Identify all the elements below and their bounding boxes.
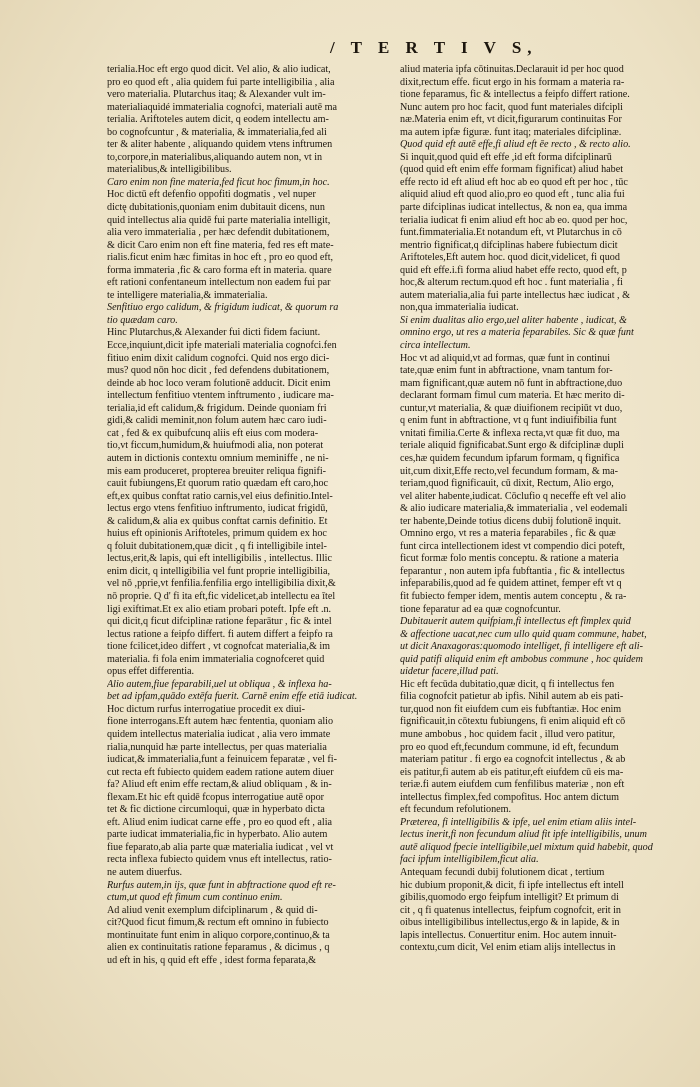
text-line: huius eft opinionis Ariftoteles, primum quidem ex hoc [107,528,327,540]
text-line: fitiuo enim dixit calidum cognofci. Quid nos ergo dici- [107,352,330,364]
text-line: terialia. Ariftoteles autem dicit, q eodem intellectu am- [107,114,329,126]
text-line: eft,ex quibus conftat ratio carnis,vel eius definitio.Intel- [107,490,333,502]
text-line: materiam patitur . fi ergo ea cognofcit intellectus , & ab [400,754,626,766]
text-line: lectus ergo vtens fenfitiuo inftrumento, iudicat frigidū, [107,503,328,515]
text-line: Hoc dictū eft defenfio oppofiti dogmatis , vel nuper [107,189,316,201]
text-line: quid patifi aliquid enim eft ambobus commune , hoc quidem [400,653,643,665]
text-line: Nunc autem pro hoc facit, quod funt materiales difcipli [400,101,623,113]
left-text-column [107,64,392,967]
text-line: fione interrogans.Eft autem hæc fententia, quoniam alio [107,716,334,728]
text-line: aliquid aliud eft quod alio,pro eo quod eft , tunc alia fui [400,189,625,201]
text-line: alien ex continuitatis ratione feparamus , & dicimus , q [107,942,330,954]
text-line: Ecce,inquiunt,dicit ipfe materiali materialia cognofci.fen [107,340,337,352]
text-line: pro eo quod eft,fecundum commune, id eft, fecundum [400,741,619,753]
text-line: lapis intellectus. Conuertitur enim. Hoc autem innuit- [400,929,617,941]
text-line: fiue feparato,ab alia parte quæ materialia iudicat , vel vt [107,841,334,853]
running-head: / T E R T I V S, [330,38,538,57]
text-line: lectus inerit,fi non fecundum aliud fit ipfe intelligibilis, unum [400,829,647,841]
text-line: tet & fic dictione circumloqui, quæ in hyperbato dicta [107,804,325,816]
text-line: teriale aliquid fignificabat.Sunt ergo & difciplinæ dupli [400,440,624,452]
text-line: vel nō ,pprie,vt fenfilia.fenfilia ergo intelligibilia dixit,& [107,578,336,590]
text-line: intellectum fenfitiuo vtentem inftrumento , iudicare ma- [107,390,334,402]
text-line: Præterea, fi intelligibilis & ipfe, uel enim etiam aliis intel- [400,816,637,828]
text-line: funt circa intellectionem idest vt compendio dici poteft, [400,540,625,552]
text-line: effe recto id eft aliud eft hoc ab eo quod eft per hoc , tūc [400,176,628,188]
text-line: & calidum,& alia ex quibus conftat carnis definitio. Et [107,515,328,527]
text-line: tione feparatur ad ea quæ cognofcuntur. [400,603,561,615]
text-line: quid eft effe.i.fi forma aliud habet effe recto, quod eft, p [400,264,627,276]
text-line: gidi,& calidi meminit,non folum autem hæc caro iudi- [107,415,327,427]
text-line: funt.fimmaterialia.Et notandum eft, vt Plutarchus in cō [400,227,622,239]
text-line: ces,hæ quidem fecundum ipfarum formam, q fignifica [400,452,620,464]
text-line: eis patitur,fi autem ab eis patitur,eft eiufdem cū eis ma- [400,766,624,778]
text-line: autem in dictionis contextu omnium meminiffe , ne ni- [107,452,329,464]
text-line: ma autem ipfæ figuræ. funt itaq; materiales difciplinæ. [400,126,622,138]
text-line: ut dicit Anaxagoras:quomodo intelliget, fi intelligere eft ali- [400,641,643,653]
text-line: Hic eft fecūda dubitatio,quæ dicit, q fi intellectus fen [400,678,615,690]
text-line: (quod quid eft enim effe formam fignificat) aliud habet [400,164,624,176]
text-line: Ariftoteles,Eft autem hoc. quod dicit,videlicet, fi quod [400,252,620,264]
text-line: ter & aliter habente , aliquando quidem vtens inftrumen [107,139,333,151]
text-line: Dubitauerit autem quifpiam,fi intellectus eft fimplex quid [400,616,631,628]
text-line: teriæ.fi autem eiufdem cum fenfilibus materiæ , non eft [400,779,625,791]
text-line: vero materialia. Plutarchus itaq; & Alexander vult im- [107,89,326,101]
text-line: flexam.Et hic eft quidē fcopus interrogatiue autē opor [107,791,325,803]
text-line: feparantur , non autem ipfa fubftantia , fic & intellectus [400,565,625,577]
text-line: alia vero immaterialia , per hæc defendit dubitationem, [107,227,330,239]
text-line: pro eo quod eft , alia quidem fui parte intelligibilia , alia [107,76,335,88]
text-line: uit,cum dixit,Effe recto,vel fecundum formam, & ma- [400,465,618,477]
text-line: cat , fed & ex quibufcunq aliis eft eius com modera- [107,427,319,439]
text-line: mis eam produceret, propterea breuiter reliqua fignifi- [107,465,326,477]
text-line: fit fubiecto femper idem, mentis autem conceptu , & ra- [400,590,627,602]
text-line: mentrio fignificat,q difciplinas habere fubiectum dicit [400,239,618,251]
text-line: Ad aliud venit exemplum difciplinarum , & quid di- [107,904,318,916]
text-line: lectus,erit,& lapis, qui eft intelligibilis , intellectus. Illic [107,553,332,565]
text-line: bet ad ipfam,quādo extēfa fuerit. Carnē enim effe etiā iudicat. [107,691,358,703]
text-line: ud eft in his, q quid eft effe , idest forma feparata,& [107,954,316,966]
text-line: materialia. fi fola enim immaterialia cognofceret quid [107,653,325,665]
text-line: tio,vt ficcum,humidum,& huiufmodi alia, non poterat [107,440,324,452]
text-line: fa? Aliud eft enim effe rectam,& aliud obliquam , & in- [107,779,332,791]
text-line: tur,quod non fit eiufdem cum eis fubftantiæ. Hoc enim [400,703,622,715]
text-line: rialis.ficut enim hæc fimitas in hoc eft , pro eo quod eft, [107,252,334,264]
text-line: vnitati fimilia.Certe & inflexa recta,vt quæ fit duo, ma [400,427,620,439]
text-line: declarant formam fimul cum materia. Et hæc merito di- [400,390,625,402]
text-line: faci ipfum intelligibilem,ficut alia. [400,854,539,866]
text-line: autē aliquod fpecie intelligibile,uel mixtum quid habebit, quod [400,841,653,853]
text-line: materialiaquidé immaterialia cognofci, materiali autē ma [107,101,337,113]
text-line: nō proprie. Q d' fi ita eft,fic videlicet,ab intellectu ea ītel [107,590,336,602]
text-line: & dicit Caro enim non eft fine materia, fed res eft mate- [107,239,334,251]
text-line: ligi exiftimat.Et ex alio etiam probari poteft. Ipfe eft .n. [107,603,332,615]
text-line: opus effet differentia. [107,666,195,678]
text-line: filia cognofcit patietur ab ipfis. Nihil autem ab eis pati- [400,691,624,703]
text-line: aliud materia ipfa cōtinuitas.Declarauit id per hoc quod [400,64,624,75]
text-line: recta inflexa fubiecto quidem vnus eft intellectus, ratio- [107,854,332,866]
text-line: materialibus,& intelligibilibus. [107,164,232,176]
text-line: terialia iudicat fi enim aliud eft hoc ab eo. quod per hoc, [400,214,628,226]
text-line: ficut formæ folo mentis conceptu. & ratione a materia [400,553,619,565]
text-line: Hinc Plutarchus,& Alexander fui dicti fidem faciunt. [107,327,321,339]
text-line: tate,quæ enim funt in abftractione, vnam tantum for- [400,365,613,377]
right-text-column [400,64,685,955]
text-line: contextu,cum dicit, Vel enim etiam alijs intellectus in [400,942,616,954]
text-line: cit?Quod ficut fimum,& rectum eft omnino in fubiecto [107,917,329,929]
text-line: Hoc dictum rurfus interrogatiue procedit ex diui- [107,703,305,715]
text-line: Quod quid eft autē effe,fi aliud eft ēe recto , & recto alio. [400,139,631,151]
text-line: parte difciplinas iudicat intellectus, & non ea, qua imma [400,202,628,214]
text-line: ne autem diuerfus. [107,867,183,878]
text-line: terialia.Hoc eft ergo quod dicit. Vel alio, & alio iudicat, [107,64,331,75]
text-line: mune ambobus , hoc quidem facit , illud vero patitur, [400,728,615,740]
text-line: cuntur,vt materialia, & quæ diuifionem recipiūt vt duo, [400,402,623,414]
text-line: q foluit dubitationem,quæ dicit , q fi intelligibile intel- [107,540,327,552]
text-line: enim dicit, q intelligibilia vel funt proprie intelligibilia, [107,565,330,577]
text-line: terialia,id eft calidum,& frigidum. Deinde quoniam fri [107,402,327,414]
text-line: quidem intellectus materialia iudicat , alia vero immate [107,728,331,740]
text-line: gibilis,quomodo ergo feipfum intelligit? Et primum di [400,892,619,904]
text-line: intellectus fimplex,fed compofitus. Hoc antem dictum [400,791,620,803]
text-line: forma immateria ,fic & caro forma eft in materia. quare [107,264,332,276]
text-line: eft. Aliud enim iudicat carne effe , pro eo quod eft , alia [107,816,333,828]
text-line: mus? quod nōn hoc dicit , fed defendens dubitationem, [107,365,330,377]
text-line: teriam,quod fignificauit, cū dixit, Rectum, Alio ergo, [400,478,614,490]
text-line: Omnino ergo, vt res a materia feparabiles , fic & quæ [400,528,616,540]
text-line: Rurfus autem,in ijs, quæ funt in abftractione quod eft re- [107,879,336,891]
text-line: rialia,nunquid hæ parte intellectus, per quas materialia [107,741,327,753]
text-line: circa intellectum. [400,340,471,352]
text-line: eft rationi confentaneum intellectum non eadem fui par [107,277,331,289]
text-line: tione feparamus, fic & intellectus a feipfo differt ratione. [400,89,630,101]
text-line: uidetur facere,illud pati. [400,666,499,678]
text-line: omnino ergo, ut res a materia feparabiles. Sic & quæ funt [400,327,634,339]
text-line: fignificauit,in cōtextu fubiungens, fi enim aliquid eft cō [400,716,626,728]
text-line: lectus ratione a feipfo differt. fi autem differt a feipfo ra [107,628,333,640]
text-line: to,corpore,in materialibus,aliquando autem non, vt in [107,151,323,163]
text-line: ter habente,Deinde totius dicens dubij folutionē inquit. [400,515,622,527]
text-line: Hoc vt ad aliquid,vt ad formas, quæ funt in continui [400,352,611,364]
text-line: quid intellectus alia quidē fui parte materialia intelligit, [107,214,331,226]
text-line: & affectione uacat,nec cum ullo quid quam commune, habet, [400,628,647,640]
text-line: ctum,ut quod eft fimum cum continuo enim. [107,892,283,904]
text-line: Si inquit,quod quid eft effe ,id eft forma difciplinarū [400,151,612,163]
text-line: dixit,rectum effe. ficut ergo in his formam a materia ra- [400,76,625,88]
text-line: eft fecundum refolutionem. [400,804,512,816]
text-line: q enim funt in abftractione, vt q funt indiuifibilia funt [400,415,617,427]
text-line: cut recta eft fubiecto quidem eadem ratione autem diuer [107,766,334,778]
text-line: Antequam fecundi dubij folutionem dicat , tertium [400,867,605,878]
text-line: Caro enim non fine materia,fed ficut hoc fimum,in hoc. [107,176,330,188]
text-line: montinuitate funt enim in aliquo corpore,continuo,& ta [107,929,330,941]
text-line: mam fignificant,quæ autem nō funt in abftractione,duo [400,377,623,389]
text-line: oibus intelligibilibus intellectus,ergo & in lapide, & in [400,917,620,929]
text-line: tione fcilicet,ideo differt , vt cognofcat materialia,& im [107,641,331,653]
text-line: bo cognofcuntur , & materialia, & immaterialia,fed ali [107,126,327,138]
text-line: cit , q fi quatenus intellectus, feipfum cognofcit, erit in [400,904,621,916]
text-line: & alio iudicare materialia,& immaterialia , vel eodemali [400,503,628,515]
text-line: autem materialia,alia fui parte intellectus hæc iudicat , & [400,289,630,301]
text-line: Alio autem,fiue feparabili,uel ut obliqua , & inflexa ha- [107,678,332,690]
text-line: te intelligere materialia,& immaterialia. [107,289,268,301]
text-line: iudicat,& immaterialia,funt a feinuicem feparatæ , vel fi- [107,754,337,766]
text-line: parte iudicat immaterialia,fic in hyperbato. Alio autem [107,829,328,841]
text-line: hic dubium proponit,& dicit, fi ipfe intellectus eft intell [400,879,624,891]
text-line: qui dicit,q ficut difciplinæ ratione feparātur , fic & intel [107,616,332,628]
text-line: Senfitiuo ergo calidum, & frigidum iudicat, & quorum ra [107,302,339,314]
text-line: vel aliter habente,iudicat. Cōclufio q neceffe eft vel alio [400,490,626,502]
text-line: cauit fubiungens,Et quorum ratio quædam eft caro,hoc [107,478,328,490]
text-line: Si enim dualitas alio ergo,uel aliter habente , iudicat, & [400,314,627,326]
text-line: non,qua immaterialia iudicat. [400,302,519,314]
text-line: dictę dubitationis,quoniam enim dubitauit dicens, nun [107,202,325,214]
text-line: deinde ab hoc loco veram folutionē adducit. Dicit enim [107,377,331,389]
text-line: næ.Materia enim eft, vt dicit,figurarum continuitas For [400,114,622,126]
text-line: hoc,& alterum rectum.quod eft hoc . funt materialia , fi [400,277,623,289]
text-line: infeparabilis,quod ad fe quidem attinet, femper eft vt q [400,578,622,590]
text-line: tio quædam caro. [107,314,178,326]
